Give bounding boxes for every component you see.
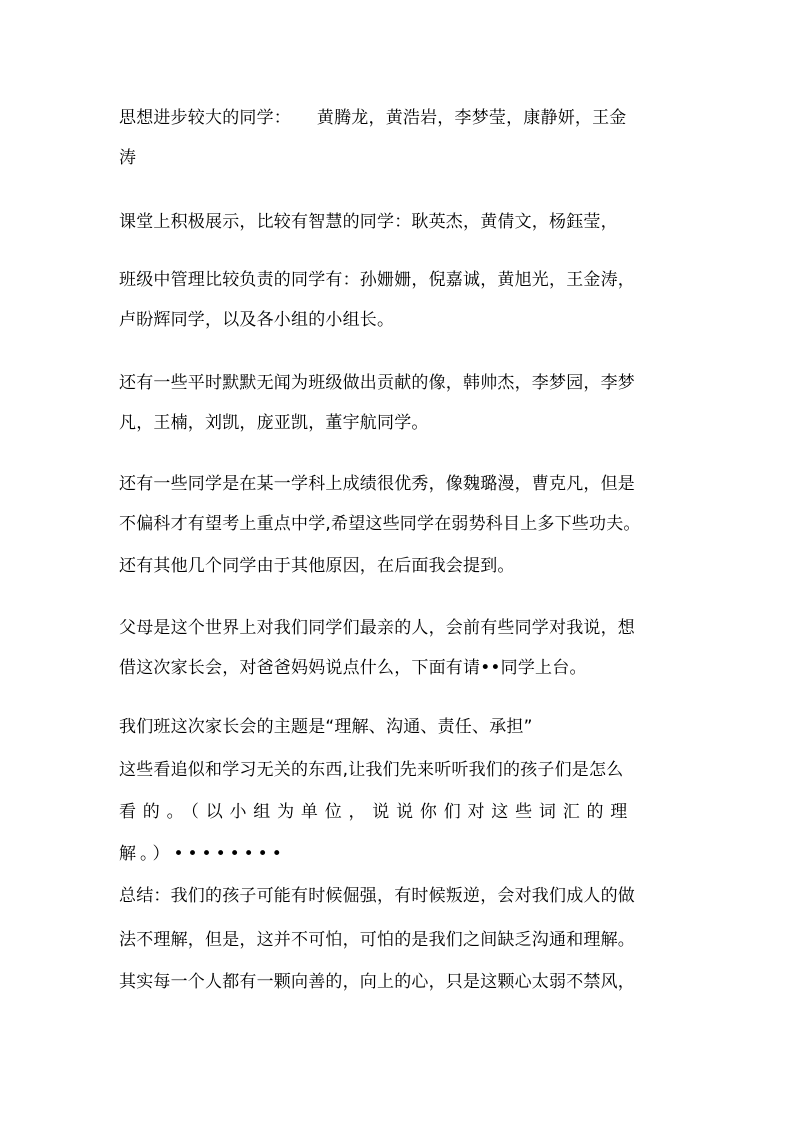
text-line: 还有其他几个同学由于其他原因，在后面我会提到。 xyxy=(119,556,515,576)
text-line: 解。）•••••••• xyxy=(119,844,286,864)
text-line: 其实每一个人都有一颗向善的，向上的心，只是这颗心太弱不禁风， xyxy=(119,972,635,992)
text-line: 我们班这次家长会的主题是“理解、沟通、责任、承担” xyxy=(119,717,533,737)
text-line: 总结：我们的孩子可能有时候倔强，有时候叛逆，会对我们成人的做 xyxy=(119,886,635,906)
text-line: 看的。（以小组为单位，说说你们对这些词汇的理 xyxy=(119,802,635,822)
text-line: 卢盼辉同学，以及各小组的小组长。 xyxy=(119,310,395,330)
text-line: 还有一些同学是在某一学科上成绩很优秀，像魏璐漫，曹克凡，但是 xyxy=(119,474,635,494)
text-line: 班级中管理比较负责的同学有：孙姗姗，倪嘉诚，黄旭光，王金涛， xyxy=(119,270,635,290)
text-line: 涛 xyxy=(119,148,137,168)
text-line: 法不理解，但是，这并不可怕，可怕的是我们之间缺乏沟通和理解。 xyxy=(119,930,635,950)
text-line: 思想进步较大的同学： 黄腾龙，黄浩岩，李梦莹，康静妍，王金 xyxy=(119,108,627,128)
text-line: 父母是这个世界上对我们同学们最亲的人，会前有些同学对我说，想 xyxy=(119,618,635,638)
text-line: 课堂上积极展示，比较有智慧的同学：耿英杰，黄倩文，杨鈺莹， xyxy=(119,212,618,232)
text-line: 这些看追似和学习无关的东西,让我们先来听听我们的孩子们是怎么 xyxy=(119,760,624,780)
text-line: 凡，王楠，刘凯，庞亚凯，董宇航同学。 xyxy=(119,413,429,433)
text-line: 还有一些平时默默无闻为班级做出贡献的像，韩帅杰，李梦园，李梦 xyxy=(119,373,635,393)
text-line: 借这次家长会，对爸爸妈妈说点什么，下面有请••同学上台。 xyxy=(119,658,587,678)
text-line: 不偏科才有望考上重点中学,希望这些同学在弱势科目上多下些功夫。 xyxy=(119,514,641,534)
